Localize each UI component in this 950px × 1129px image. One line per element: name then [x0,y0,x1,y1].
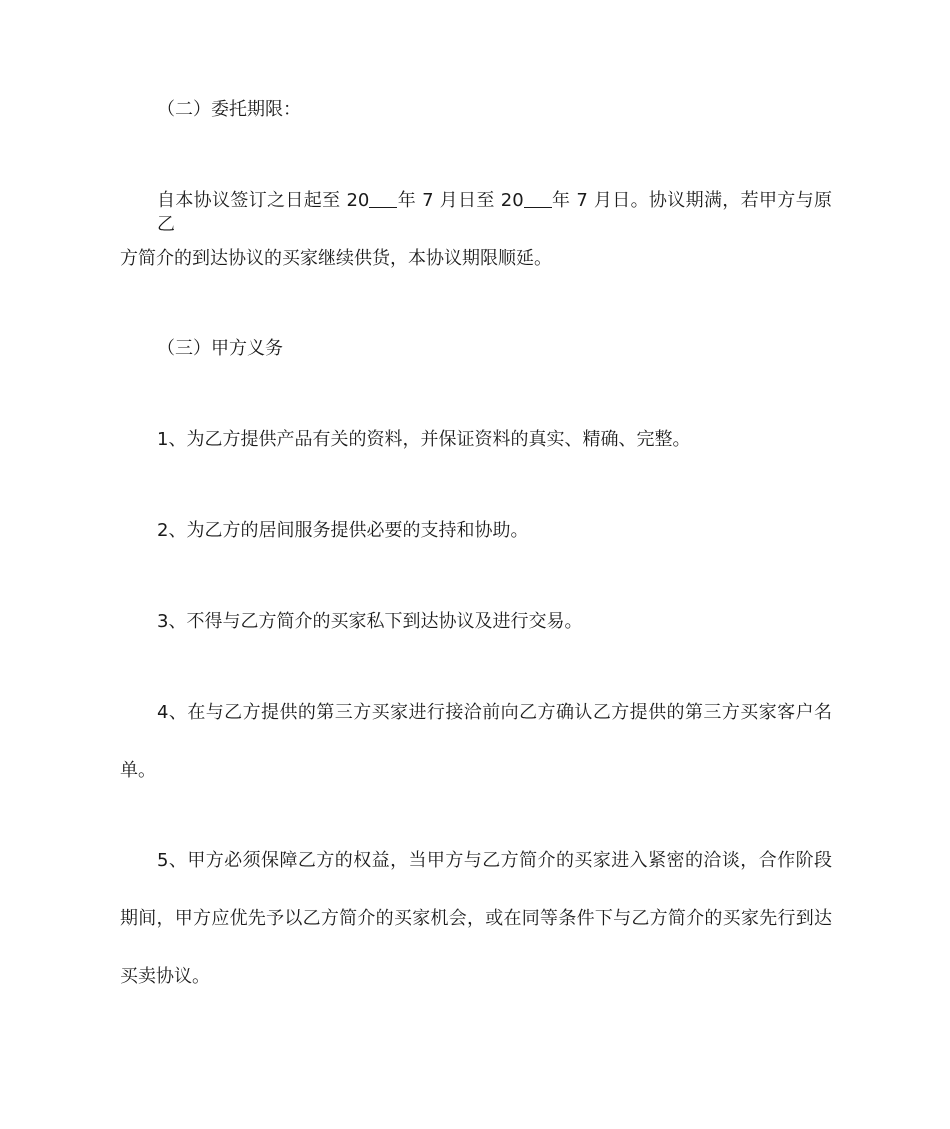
duty-item-3: 3、不得与乙方简介的买家私下到达协议及进行交易。 [157,611,583,632]
duty-item-5-line-1: 5、甲方必须保障乙方的权益，当甲方与乙方简介的买家进入紧密的洽谈，合作阶段 [157,850,832,871]
term-text-part-3: 年 7 月日。协议期满，若甲方与原乙 [157,190,832,235]
term-text-part-1: 自本协议签订之日起至 20 [157,190,370,211]
section-heading-term: （二）委托期限： [157,99,301,120]
duty-item-1: 1、为乙方提供产品有关的资料，并保证资料的真实、精确、完整。 [157,429,691,450]
term-text-part-2: 年 7 月日至 20 [397,190,524,211]
duty-item-5-line-3: 买卖协议。 [120,966,210,987]
term-paragraph-line-2: 方简介的到达协议的买家继续供货，本协议期限顺延。 [120,248,552,269]
blank-underline [369,191,397,208]
duty-item-4-line-2: 单。 [120,760,156,781]
blank-underline [524,191,552,208]
section-heading-party-a-duties: （三）甲方义务 [157,338,283,359]
duty-item-4-line-1: 4、在与乙方提供的第三方买家进行接洽前向乙方确认乙方提供的第三方买家客户名 [157,702,832,723]
duty-item-2: 2、为乙方的居间服务提供必要的支持和协助。 [157,520,529,541]
term-paragraph-line-1 [157,189,832,237]
duty-item-5-line-2: 期间，甲方应优先予以乙方简介的买家机会，或在同等条件下与乙方简介的买家先行到达 [120,908,832,929]
